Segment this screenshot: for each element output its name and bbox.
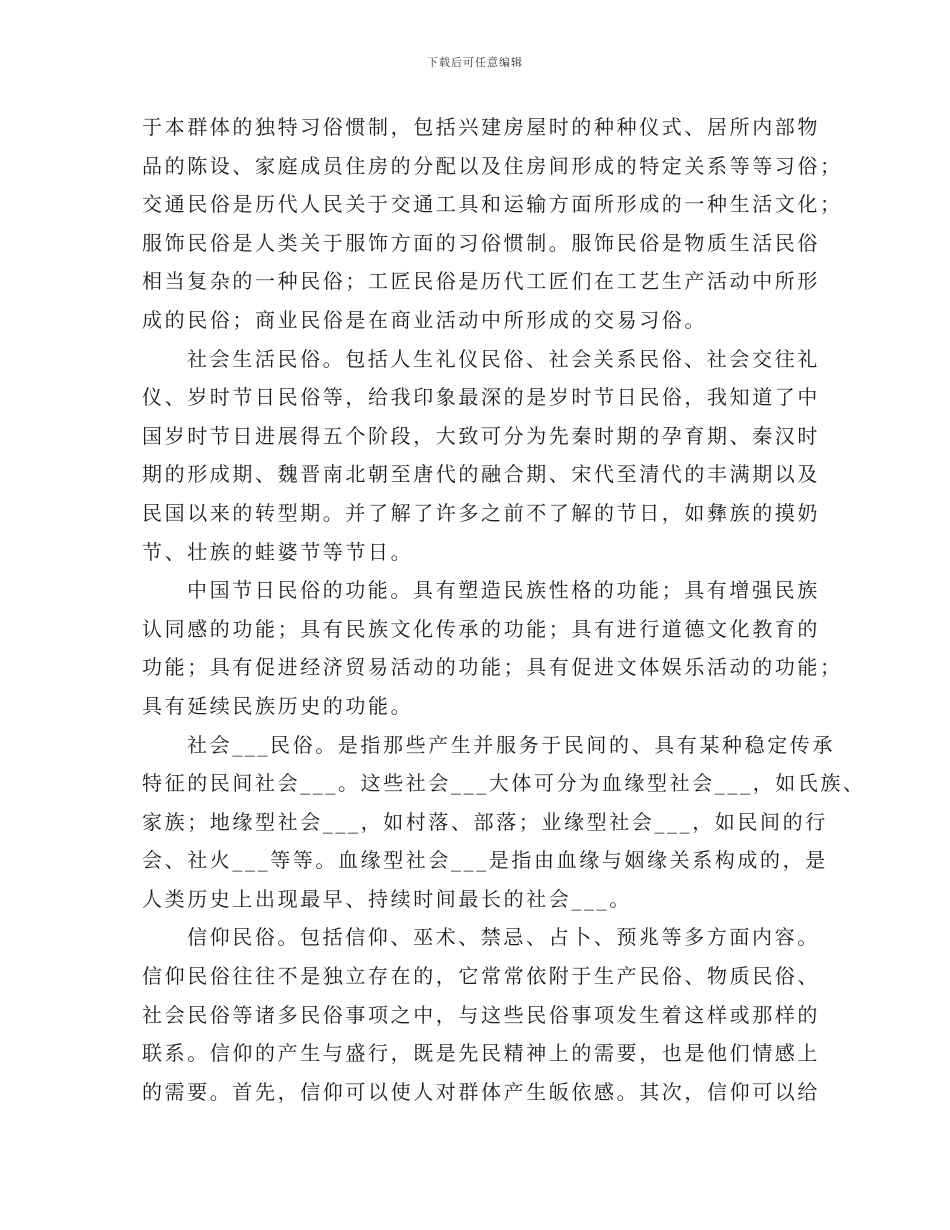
document-body: [142, 108, 866, 1111]
paragraph-3: [142, 571, 843, 725]
text-line: 服饰民俗是人类关于服饰方面的习俗惯制。服饰民俗是物质生活民俗: [142, 230, 820, 255]
text-line: 民国以来的转型期。并了解了许多之前不了解的节日，如彝族的摸奶: [142, 500, 820, 525]
text-line: 于本群体的独特习俗惯制，包括兴建房屋时的种种仪式、居所内部物: [142, 115, 820, 139]
paragraph-2: [142, 340, 820, 572]
paragraph-1: [142, 108, 843, 340]
text-line: 信仰民俗往往不是独立存在的，它常常依附于生产民俗、物质民俗、: [142, 964, 820, 989]
text-line: 家族；地缘型社会___，如村落、部落；业缘型社会___，如民间的行: [142, 809, 828, 834]
paragraph-4: [142, 726, 866, 919]
text-line: 社会___民俗。是指那些产生并服务于民间的、具有某种稳定传承: [187, 732, 835, 757]
text-line: 人类历史上出现最早、持续时间最长的社会___。: [142, 886, 632, 911]
text-line: 社会生活民俗。包括人生礼仪民俗、社会关系民俗、社会交往礼: [187, 346, 820, 371]
text-line: 信仰民俗。包括信仰、巫术、禁忌、占卜、预兆等多方面内容。: [187, 925, 820, 950]
text-line: 成的民俗；商业民俗是在商业活动中所形成的交易习俗。: [142, 307, 707, 332]
text-line: 节、壮族的蛙婆节等节日。: [142, 539, 414, 564]
text-line: 具有延续民族历史的功能。: [142, 693, 414, 718]
text-line: 相当复杂的一种民俗；工匠民俗是历代工匠们在工艺生产活动中所形: [142, 269, 820, 294]
paragraph-5: [142, 918, 820, 1111]
text-line: 中国节日民俗的功能。具有塑造民族性格的功能；具有增强民族: [187, 578, 820, 603]
text-line: 交通民俗是历代人民关于交通工具和运输方面所形成的一种生活文化；: [142, 192, 843, 217]
page-header: 下载后可任意编辑: [427, 56, 523, 69]
text-line: 功能；具有促进经济贸易活动的功能；具有促进文体娱乐活动的功能；: [142, 655, 843, 680]
text-line: 期的形成期、魏晋南北朝至唐代的融合期、宋代至清代的丰满期以及: [142, 462, 820, 487]
text-line: 会、社火___等等。血缘型社会___是指由血缘与姻缘关系构成的，是: [142, 848, 828, 873]
text-line: 联系。信仰的产生与盛行，既是先民精神上的需要，也是他们情感上: [142, 1041, 820, 1066]
text-line: 特征的民间社会___。这些社会___大体可分为血缘型社会___，如氏族、: [142, 771, 866, 796]
text-line: 仪、岁时节日民俗等，给我印象最深的是岁时节日民俗，我知道了中: [142, 385, 820, 410]
text-line: 国岁时节日进展得五个阶段，大致可分为先秦时期的孕育期、秦汉时: [142, 423, 820, 448]
text-line: 认同感的功能；具有民族文化传承的功能；具有进行道德文化教育的: [142, 616, 820, 641]
text-line: 的需要。首先，信仰可以使人对群体产生皈依感。其次，信仰可以给: [142, 1079, 820, 1104]
text-line: 社会民俗等诸多民俗事项之中，与这些民俗事项发生着这样或那样的: [142, 1002, 820, 1027]
text-line: 品的陈设、家庭成员住房的分配以及住房间形成的特定关系等等习俗；: [142, 153, 843, 178]
